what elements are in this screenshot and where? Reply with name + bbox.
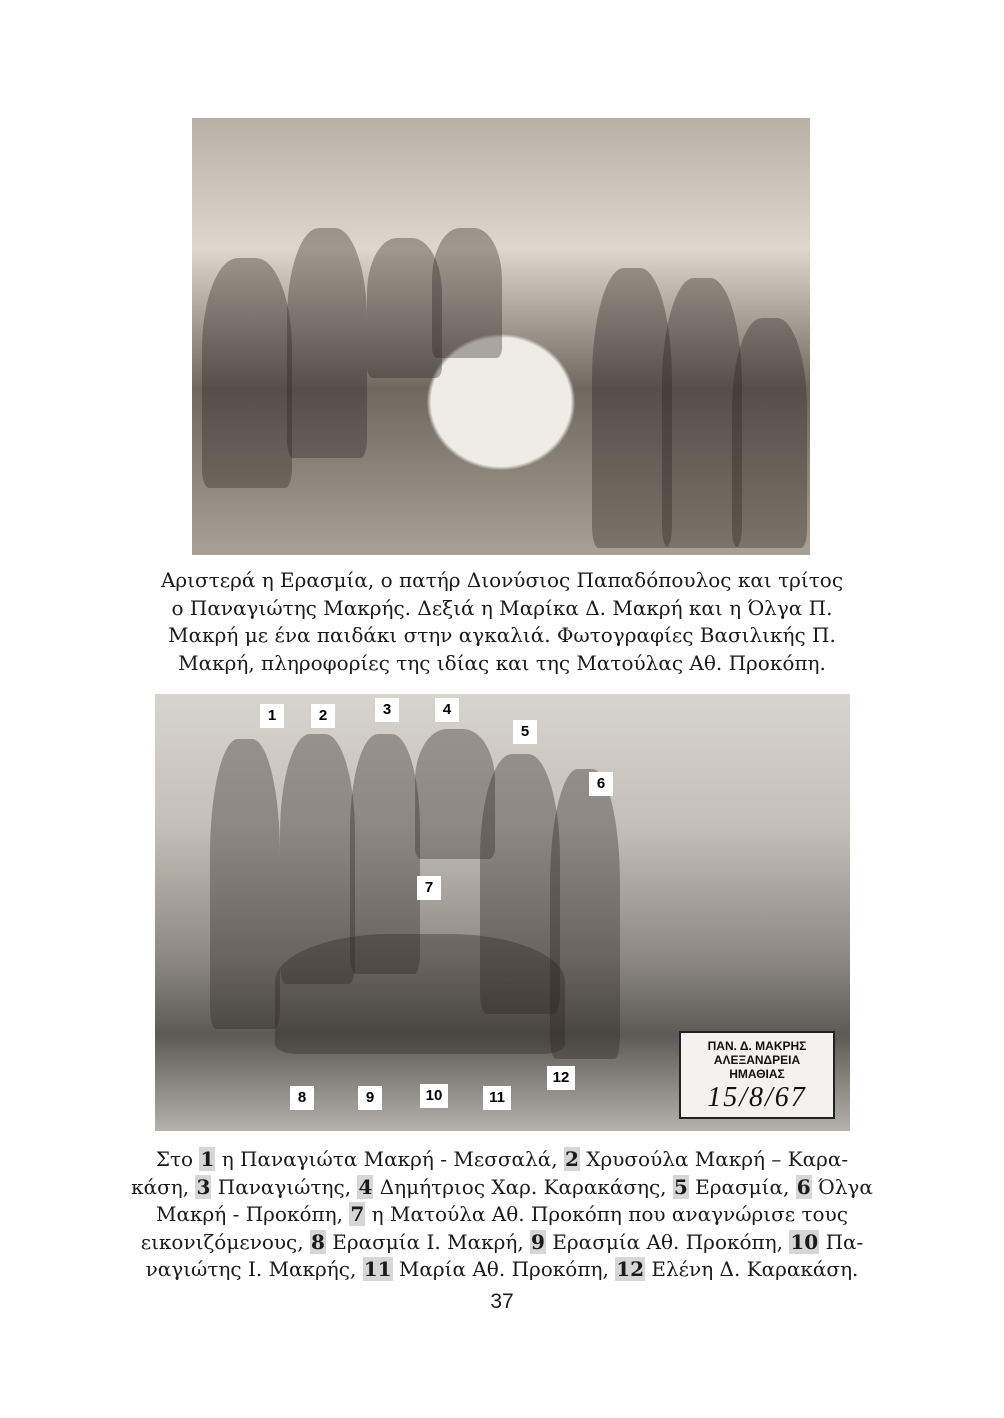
caption-number: 10 [790, 1229, 819, 1254]
person-label-9: 9 [358, 1086, 382, 1110]
caption-number: 3 [196, 1174, 211, 1199]
caption-number: 5 [673, 1174, 688, 1199]
caption-text: ναγιώτης Ι. Μακρής, [145, 1257, 363, 1281]
figure-silhouette [210, 739, 280, 1029]
caption-text: η Παναγιώτα Μακρή - Μεσσαλά, [215, 1147, 564, 1171]
photo-table-gathering [192, 118, 810, 555]
caption-text: Χρυσούλα Μακρή – Καρα- [579, 1147, 849, 1171]
photographer-stamp [679, 1031, 835, 1119]
stamp-region: ΗΜΑΘΙΑΣ [729, 1067, 785, 1081]
person-label-6: 6 [589, 772, 613, 796]
caption-photo-1 [100, 567, 904, 677]
caption-text: η Ματούλα Αθ. Προκόπη που αναγνώρισε τους [365, 1202, 848, 1226]
caption-text: Όλγα [811, 1174, 873, 1199]
caption-number: 6 [796, 1174, 811, 1199]
figure-silhouette [202, 258, 292, 488]
caption-text: Ελένη Δ. Καρακάση. [645, 1257, 859, 1281]
person-label-11: 11 [483, 1086, 511, 1110]
caption-line [100, 1201, 904, 1229]
stamp-city: ΑΛΕΞΑΝΔΡΕΙΑ [713, 1053, 801, 1067]
figure-silhouette [732, 318, 807, 548]
page-number: 37 [490, 1290, 514, 1313]
caption-text: Στο [155, 1147, 200, 1171]
person-label-2: 2 [311, 704, 335, 728]
caption-text: εικονιζόμενους, [140, 1229, 310, 1254]
caption-number: 12 [616, 1257, 645, 1281]
caption-text: Ερασμία, [688, 1174, 796, 1199]
person-label-8: 8 [290, 1086, 314, 1110]
stamp-date: 15/8/67 [707, 1082, 807, 1113]
figure-silhouette [432, 228, 502, 358]
caption-text: Πα- [819, 1229, 864, 1254]
person-label-12: 12 [547, 1066, 575, 1090]
caption-text: Ερασμία Ι. Μακρή, [325, 1229, 531, 1254]
caption-line [100, 1256, 904, 1284]
figure-silhouette [592, 268, 672, 548]
caption-text: Παναγιώτης, [211, 1174, 358, 1199]
caption-number: 1 [200, 1147, 215, 1171]
caption-text: κάση, [131, 1174, 196, 1199]
caption-line [100, 1146, 904, 1174]
caption-number: 9 [531, 1229, 545, 1254]
photo-family-group [155, 694, 850, 1131]
caption-number: 11 [363, 1257, 392, 1281]
figure-silhouette [662, 278, 742, 548]
caption-line [100, 1174, 904, 1202]
caption-number: 8 [310, 1229, 325, 1254]
caption-text: Ερασμία Αθ. Προκόπη, [545, 1229, 790, 1254]
person-label-5: 5 [513, 720, 537, 744]
caption-photo-2 [100, 1146, 904, 1284]
figure-silhouette [287, 228, 367, 458]
caption-number: 2 [564, 1147, 579, 1171]
caption-text: Δημήτριος Χαρ. Καρακάσης, [373, 1174, 673, 1199]
caption-number: 7 [350, 1202, 365, 1226]
caption-line: Μακρή με ένα παιδάκι στην αγκαλιά. Φωτογραφίες Βασιλικής Π. [168, 623, 836, 647]
caption-line [100, 1229, 904, 1257]
figure-silhouette [367, 238, 442, 378]
caption-text: Μακρή - Προκόπη, [156, 1202, 350, 1226]
children-silhouette [275, 934, 565, 1054]
person-label-7: 7 [417, 876, 441, 900]
caption-line: ο Παναγιώτης Μακρής. Δεξιά η Μαρίκα Δ. Μακρή και η Όλγα Π. [171, 595, 833, 620]
person-label-3: 3 [375, 698, 399, 722]
caption-text: Μαρία Αθ. Προκόπη, [392, 1257, 616, 1281]
caption-number: 4 [358, 1174, 373, 1199]
person-label-1: 1 [260, 704, 284, 728]
stamp-name: ΠΑΝ. Δ. ΜΑΚΡΗΣ [707, 1039, 807, 1053]
caption-line: Αριστερά η Ερασμία, ο πατήρ Διονύσιος Παπαδόπουλος και τρίτος [160, 568, 844, 592]
person-label-10: 10 [420, 1084, 448, 1108]
person-label-4: 4 [435, 698, 459, 722]
caption-line: Μακρή, πληροφορίες της ιδίας και της Ματούλας Αθ. Προκόπη. [178, 650, 826, 675]
